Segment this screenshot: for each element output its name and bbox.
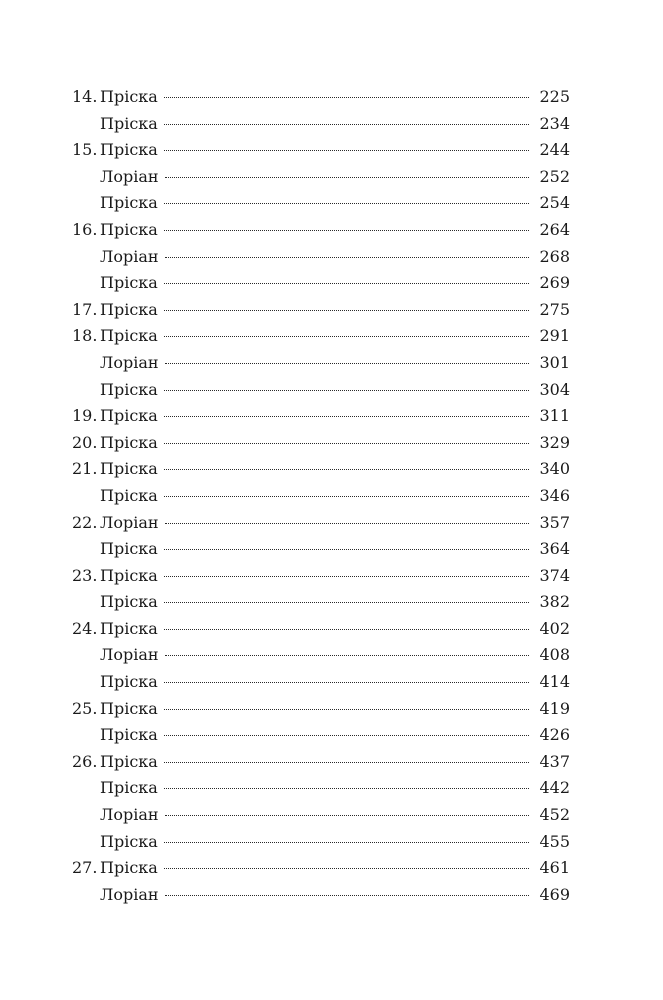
toc-entry[interactable] [72, 775, 570, 802]
chapter-title: Пріска [100, 323, 164, 350]
page-number: 304 [539, 379, 570, 399]
chapter-title: Пріска [100, 483, 164, 510]
chapter-title: Пріска [100, 297, 164, 324]
dot-leader [164, 390, 530, 391]
dot-leader [164, 868, 530, 869]
toc-entry[interactable] [72, 137, 570, 164]
page-number: 329 [539, 432, 570, 452]
chapter-number: 27. [72, 858, 98, 878]
page-number: 311 [539, 406, 570, 426]
toc-entry[interactable] [72, 377, 570, 404]
dot-leader [164, 602, 530, 603]
toc-entry[interactable] [72, 882, 570, 909]
chapter-title: Лоріан [100, 642, 165, 669]
page-number: 346 [539, 485, 570, 505]
chapter-number: 14. [72, 87, 98, 106]
chapter-title: Пріска [100, 563, 164, 590]
page-number: 254 [539, 193, 570, 213]
chapter-number: 19. [72, 406, 98, 426]
chapter-title: Пріска [100, 377, 164, 404]
toc-entry[interactable] [72, 84, 570, 111]
dot-leader [165, 895, 530, 896]
dot-leader [164, 496, 530, 497]
page-number: 452 [539, 805, 570, 825]
chapter-title: Пріска [100, 403, 164, 430]
toc-entry[interactable] [72, 669, 570, 696]
toc-entry[interactable] [72, 483, 570, 510]
page-number: 340 [539, 459, 570, 479]
dot-leader [164, 230, 530, 231]
toc-entry[interactable] [72, 244, 570, 271]
chapter-number: 26. [72, 751, 98, 771]
toc-entry[interactable] [72, 430, 570, 457]
chapter-title: Пріска [100, 855, 164, 882]
page-number: 469 [539, 884, 570, 904]
page-number: 275 [539, 299, 570, 319]
dot-leader [164, 336, 530, 337]
chapter-number: 23. [72, 565, 98, 585]
chapter-title: Пріска [100, 722, 164, 749]
toc-entry[interactable] [72, 749, 570, 776]
dot-leader [165, 523, 530, 524]
page-number: 291 [539, 326, 570, 346]
chapter-title: Пріска [100, 190, 164, 217]
toc-entry[interactable] [72, 403, 570, 430]
chapter-title: Пріска [100, 84, 164, 111]
chapter-title: Лоріан [100, 164, 165, 191]
toc-entry[interactable] [72, 270, 570, 297]
chapter-number: 18. [72, 326, 98, 346]
dot-leader [164, 842, 530, 843]
chapter-title: Пріска [100, 137, 164, 164]
page-number: 419 [539, 698, 570, 718]
dot-leader [164, 150, 530, 151]
chapter-title: Лоріан [100, 802, 165, 829]
page-number: 455 [539, 831, 570, 851]
chapter-title: Пріска [100, 536, 164, 563]
page-number: 461 [539, 858, 570, 878]
chapter-title: Пріска [100, 589, 164, 616]
dot-leader [164, 203, 530, 204]
toc-entry[interactable] [72, 563, 570, 590]
toc-entry[interactable] [72, 190, 570, 217]
toc-entry[interactable] [72, 696, 570, 723]
chapter-title: Лоріан [100, 882, 165, 909]
dot-leader [164, 469, 530, 470]
toc-entry[interactable] [72, 456, 570, 483]
chapter-number: 15. [72, 140, 98, 160]
page-number: 374 [539, 565, 570, 585]
page-number: 225 [539, 87, 570, 106]
dot-leader [164, 735, 530, 736]
page-number: 252 [539, 166, 570, 186]
chapter-title: Пріска [100, 829, 164, 856]
page-number: 414 [539, 672, 570, 692]
chapter-title: Пріска [100, 696, 164, 723]
dot-leader [164, 124, 530, 125]
chapter-title: Лоріан [100, 244, 165, 271]
chapter-title: Пріска [100, 270, 164, 297]
toc-entry[interactable] [72, 855, 570, 882]
page-number: 408 [539, 645, 570, 665]
page-number: 426 [539, 725, 570, 745]
toc-entry[interactable] [72, 323, 570, 350]
chapter-number: 21. [72, 459, 98, 479]
chapter-number: 22. [72, 512, 98, 532]
dot-leader [165, 815, 530, 816]
chapter-number: 24. [72, 618, 98, 638]
page-number: 244 [539, 140, 570, 160]
dot-leader [164, 549, 530, 550]
dot-leader [164, 709, 530, 710]
dot-leader [164, 97, 530, 98]
page-number: 234 [539, 113, 570, 133]
chapter-title: Пріска [100, 111, 164, 138]
toc-entry[interactable] [72, 536, 570, 563]
chapter-title: Пріска [100, 217, 164, 244]
page-number: 264 [539, 219, 570, 239]
chapter-number: 20. [72, 432, 98, 452]
dot-leader [164, 682, 530, 683]
dot-leader [165, 363, 530, 364]
toc-entry[interactable] [72, 722, 570, 749]
toc-entry[interactable] [72, 616, 570, 643]
dot-leader [164, 416, 530, 417]
page-number: 357 [539, 512, 570, 532]
toc-entry[interactable] [72, 164, 570, 191]
toc-entry[interactable] [72, 350, 570, 377]
chapter-title: Пріска [100, 775, 164, 802]
chapter-title: Пріска [100, 749, 164, 776]
dot-leader [165, 257, 530, 258]
toc-entry[interactable] [72, 829, 570, 856]
page-number: 269 [539, 273, 570, 293]
dot-leader [164, 310, 530, 311]
page-number: 442 [539, 778, 570, 798]
dot-leader [165, 655, 530, 656]
chapter-title: Пріска [100, 430, 164, 457]
toc-entry[interactable] [72, 589, 570, 616]
chapter-number: 17. [72, 299, 98, 319]
page-number: 268 [539, 246, 570, 266]
chapter-title: Пріска [100, 616, 164, 643]
dot-leader [164, 283, 530, 284]
chapter-number: 16. [72, 219, 98, 239]
chapter-title: Пріска [100, 456, 164, 483]
toc-entry[interactable] [72, 111, 570, 138]
page-number: 364 [539, 539, 570, 559]
dot-leader [164, 443, 530, 444]
toc-entry[interactable] [72, 510, 570, 537]
dot-leader [164, 629, 530, 630]
page-number: 301 [539, 352, 570, 372]
page-number: 437 [539, 751, 570, 771]
chapter-number: 25. [72, 698, 98, 718]
dot-leader [165, 177, 530, 178]
toc-entry[interactable] [72, 217, 570, 244]
page-number: 402 [539, 618, 570, 638]
table-of-contents [72, 84, 570, 908]
toc-entry[interactable] [72, 802, 570, 829]
chapter-title: Лоріан [100, 510, 165, 537]
chapter-title: Лоріан [100, 350, 165, 377]
toc-entry[interactable] [72, 642, 570, 669]
toc-entry[interactable] [72, 297, 570, 324]
page-number: 382 [539, 592, 570, 612]
dot-leader [164, 762, 530, 763]
dot-leader [164, 788, 530, 789]
chapter-title: Пріска [100, 669, 164, 696]
dot-leader [164, 576, 530, 577]
